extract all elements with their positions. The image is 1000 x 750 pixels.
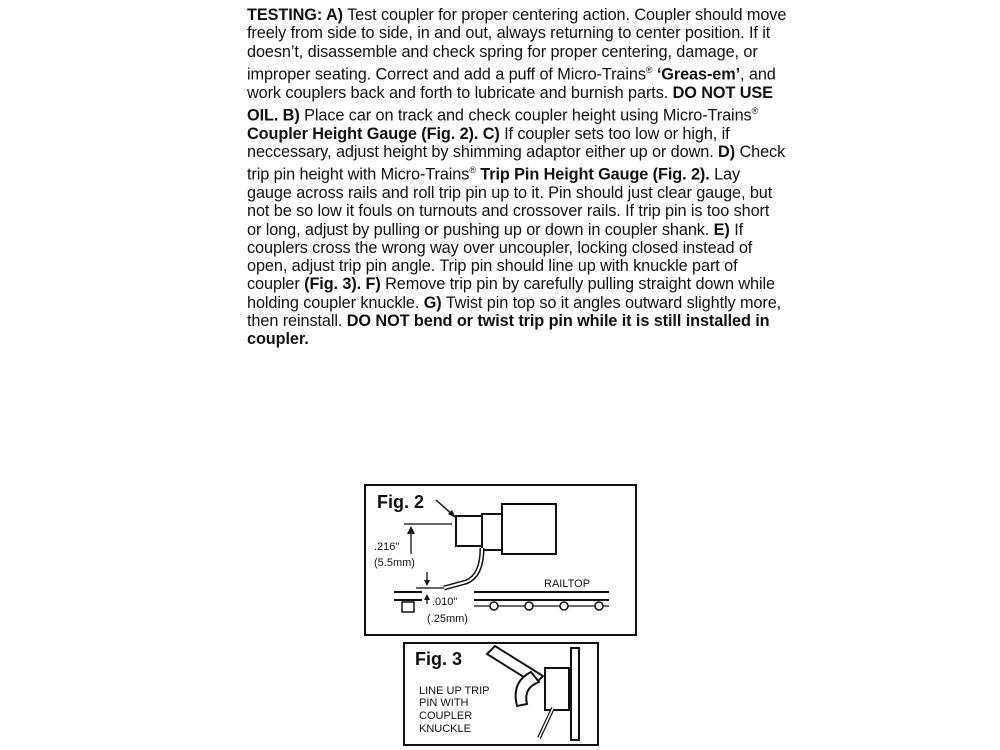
step-a-text: Test coupler for proper centering action. Coupler should move freely from side to side, in and out, always returning to center position. If it doesn’t, disassemble and check spring for proper centering, damage, or improper seating. Correct and add a puff of Micro-Trains [247,6,787,84]
fig3-caption-line1: LINE UP TRIP [419,685,490,697]
step-d-text: Check trip pin height with Micro-Trains [247,142,786,184]
registered-mark: ® [469,165,476,176]
rail-spike-4 [595,602,603,610]
clearance-inches-label: .010" [432,596,458,608]
coupler-knuckle-shape [456,516,482,546]
coupler-box-shape [502,504,556,554]
fig3-reference: (Fig. 3). F) [304,275,381,294]
testing-instructions [247,6,787,349]
height-mm-label: (5.5mm) [374,557,415,569]
car-end-bar [571,648,579,740]
step-g-label: G) [423,293,442,312]
step-e-label: E) [713,220,730,239]
rail-spike-1 [490,602,498,610]
fig3-caption-line3: COUPLER [419,710,473,722]
figure-2-diagram [364,484,637,636]
step-e-text: If couplers cross the wrong way over uncoupler, locking closed instead of open, adjust trip pin angle. Trip pin should line up with knuckle part of coupler [247,220,753,294]
rail-spike-2 [525,602,533,610]
figure-2-title: Fig. 2 [377,492,425,512]
fig3-caption-line4: KNUCKLE [419,723,471,735]
bend-warning: DO NOT bend or twist trip pin while it is still installed in coupler. [247,312,770,349]
figure-3-diagram [403,642,599,746]
step-f-text: Remove trip pin by carefully pulling straight down while holding coupler knuckle. [247,275,775,312]
lubricate-text: , and work couplers back and forth to lubricate and burnish parts. [247,65,776,102]
step-b-text: Place car on track and check coupler height using Micro-Trains [299,106,752,125]
trip-pin-adjust-text: Lay gauge across rails and roll trip pin up to it. Pin should just clear gauge, but not be so low it fouls on turnouts and crossover rails. If trip pin is too short or long, adjust by pulling or pushing up or down in coupler shank. [247,165,773,239]
registered-mark: ® [645,64,653,75]
clearance-mm-label: (.25mm) [427,613,468,625]
greas-em-product: ‘Greas-em’ [652,65,741,84]
height-inches-label: .216" [374,541,400,553]
coupler-height-gauge-ref: Coupler Height Gauge (Fig. 2). C) [247,124,500,143]
no-oil-warning: DO NOT USE OIL. B) [247,83,773,125]
railtop-label: RAILTOP [544,578,591,590]
figure-3-title: Fig. 3 [415,649,463,669]
fig3-caption-line2: PIN WITH [419,697,469,709]
coupler-head-shape [545,668,569,710]
testing-heading: TESTING: A) [247,6,343,24]
rail-spike-3 [560,602,568,610]
coupler-shank-shape [482,514,502,550]
trip-pin-gauge-ref: Trip Pin Height Gauge (Fig. 2). [475,165,710,184]
step-d-label: D) [718,142,736,161]
registered-mark: ® [751,105,759,116]
step-c-text: If coupler sets too low or high, if neccessary, adjust height by shimming adaptor either up or down. [247,124,730,161]
step-g-text: Twist pin top so it angles outward slightly more, then reinstall. [247,293,782,331]
